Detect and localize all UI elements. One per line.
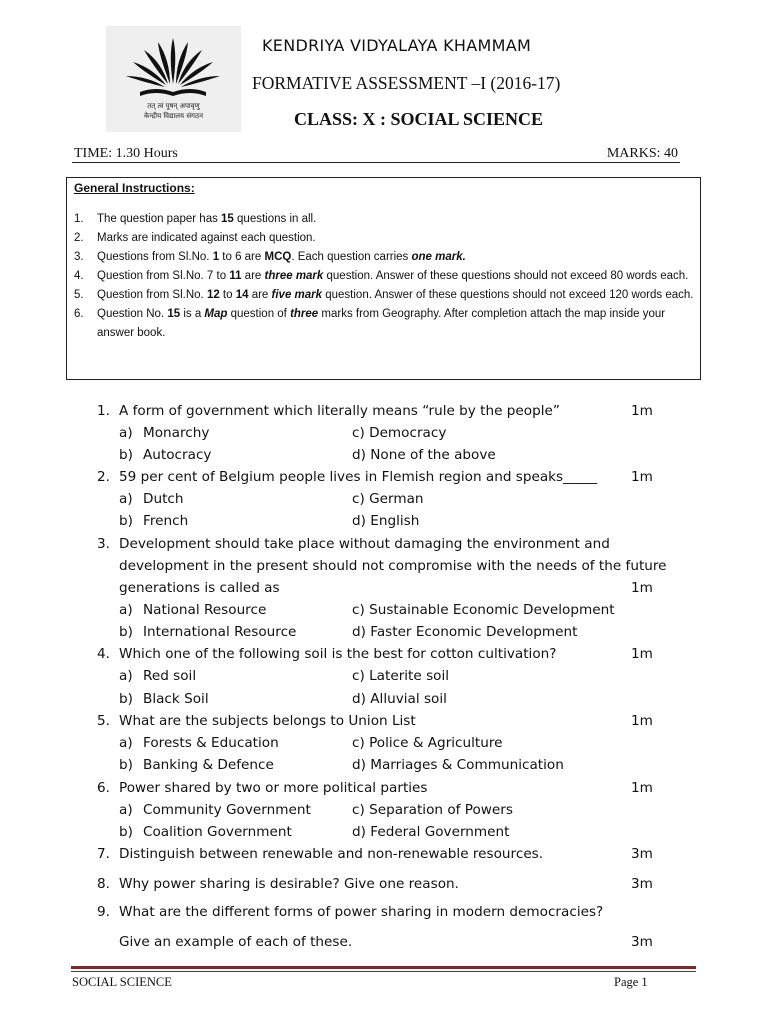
general-instructions-box [66, 177, 701, 380]
option-b: Banking & Defence [143, 757, 274, 773]
instruction-text: Question from Sl.No. 12 to 14 are five mark question. Answer of these questions should not exceed 120 words each. [97, 289, 694, 301]
question-marks: 1m [631, 646, 653, 662]
option-a: Red soil [143, 668, 197, 684]
question-text: development in the present should not compromise with the needs of the future [119, 558, 667, 574]
exam-title: FORMATIVE ASSESSMENT –I (2016-17) [252, 73, 561, 93]
question-number: 5. [97, 713, 110, 729]
question-text: A form of government which literally means “rule by the people” [119, 403, 560, 419]
instruction-text: Marks are indicated against each question. [97, 232, 316, 244]
option-a-label: a) [119, 425, 133, 441]
option-b-label: b) [119, 513, 133, 529]
instruction-item [74, 267, 694, 286]
sunburst-book-icon [106, 26, 241, 106]
option-d: d) Faster Economic Development [352, 624, 578, 640]
question-marks: 1m [631, 780, 653, 796]
instruction-number: 2. [74, 232, 84, 244]
question-number: 4. [97, 646, 110, 662]
instructions-heading: General Instructions: [74, 181, 195, 195]
option-b-label: b) [119, 691, 133, 707]
question-number: 6. [97, 780, 110, 796]
question-marks: 3m [631, 876, 653, 892]
option-a: Community Government [143, 802, 311, 818]
question-marks: 1m [631, 580, 653, 596]
option-d: d) English [352, 513, 420, 529]
school-name: KENDRIYA VIDYALAYA KHAMMAM [262, 36, 532, 55]
option-b-label: b) [119, 447, 133, 463]
question-text: generations is called as [119, 580, 280, 596]
instruction-item [74, 286, 694, 305]
question-number: 1. [97, 403, 110, 419]
option-b-label: b) [119, 824, 133, 840]
question-marks: 1m [631, 403, 653, 419]
option-d: d) Alluvial soil [352, 691, 447, 707]
option-d: d) Federal Government [352, 824, 510, 840]
instructions-list [74, 210, 694, 343]
instruction-number: 1. [74, 213, 84, 225]
option-b: French [143, 513, 189, 529]
option-a-label: a) [119, 668, 133, 684]
instruction-number: 4. [74, 270, 84, 282]
option-b: Black Soil [143, 691, 209, 707]
question-text: Why power sharing is desirable? Give one reason. [119, 876, 459, 892]
question-marks: 3m [631, 846, 653, 862]
option-b: Coalition Government [143, 824, 292, 840]
instruction-item [74, 210, 694, 229]
option-c: c) Police & Agriculture [352, 735, 503, 751]
option-a-label: a) [119, 602, 133, 618]
question-marks: 3m [631, 934, 653, 950]
option-a: Monarchy [143, 425, 210, 441]
time-label: TIME: 1.30 Hours [74, 146, 178, 161]
question-number: 9. [97, 904, 110, 920]
option-a-label: a) [119, 735, 133, 751]
instruction-number: 6. [74, 308, 84, 320]
option-a-label: a) [119, 491, 133, 507]
question-number: 8. [97, 876, 110, 892]
option-d: d) Marriages & Communication [352, 757, 564, 773]
question-number: 3. [97, 536, 110, 552]
option-b: Autocracy [143, 447, 212, 463]
option-b-label: b) [119, 757, 133, 773]
instruction-item [74, 229, 694, 248]
option-c: c) Separation of Powers [352, 802, 513, 818]
footer-rule [71, 966, 696, 969]
question-text: Power shared by two or more political parties [119, 780, 428, 796]
instruction-text: Question from Sl.No. 7 to 11 are three mark question. Answer of these questions should not exceed 80 words each. [97, 270, 689, 282]
option-c: c) German [352, 491, 424, 507]
instruction-number: 5. [74, 289, 84, 301]
question-text: 59 per cent of Belgium people lives in Flemish region and speaks_____ [119, 469, 598, 485]
question-text: What are the subjects belongs to Union List [119, 713, 416, 729]
option-a-label: a) [119, 802, 133, 818]
footer-subject: SOCIAL SCIENCE [72, 975, 172, 989]
class-title: CLASS: X : SOCIAL SCIENCE [294, 109, 544, 129]
footer-page-number: Page 1 [614, 975, 648, 989]
question-number: 2. [97, 469, 110, 485]
option-a: National Resource [143, 602, 267, 618]
option-c: c) Sustainable Economic Development [352, 602, 615, 618]
instruction-text: The question paper has 15 questions in all. [97, 213, 317, 225]
option-c: c) Laterite soil [352, 668, 450, 684]
question-text: Give an example of each of these. [119, 934, 353, 950]
instruction-item [74, 305, 694, 343]
option-c: c) Democracy [352, 425, 447, 441]
question-marks: 1m [631, 469, 653, 485]
instruction-text: Questions from Sl.No. 1 to 6 are MCQ. Each question carries one mark. [97, 251, 466, 263]
question-number: 7. [97, 846, 110, 862]
logo-org-name: केन्द्रीय विद्यालय संगठन [144, 112, 203, 120]
instruction-number: 3. [74, 251, 84, 263]
option-b: International Resource [143, 624, 297, 640]
kvs-logo [106, 26, 241, 132]
question-text: What are the different forms of power sharing in modern democracies? [119, 904, 604, 920]
instruction-item [74, 248, 694, 267]
footer-rule [71, 971, 696, 972]
question-text: Which one of the following soil is the best for cotton cultivation? [119, 646, 557, 662]
option-a: Forests & Education [143, 735, 279, 751]
question-text: Development should take place without damaging the environment and [119, 536, 610, 552]
time-marks-row [72, 146, 680, 163]
instruction-text: Question No. 15 is a Map question of three marks from Geography. After completion attach the map inside your answer book. [97, 308, 666, 339]
option-b-label: b) [119, 624, 133, 640]
option-d: d) None of the above [352, 447, 496, 463]
question-marks: 1m [631, 713, 653, 729]
option-a: Dutch [143, 491, 184, 507]
question-text: Distinguish between renewable and non-renewable resources. [119, 846, 544, 862]
marks-label: MARKS: 40 [606, 146, 678, 161]
logo-motto: तत् त्वं पूषन् अपावृणु [147, 102, 200, 110]
